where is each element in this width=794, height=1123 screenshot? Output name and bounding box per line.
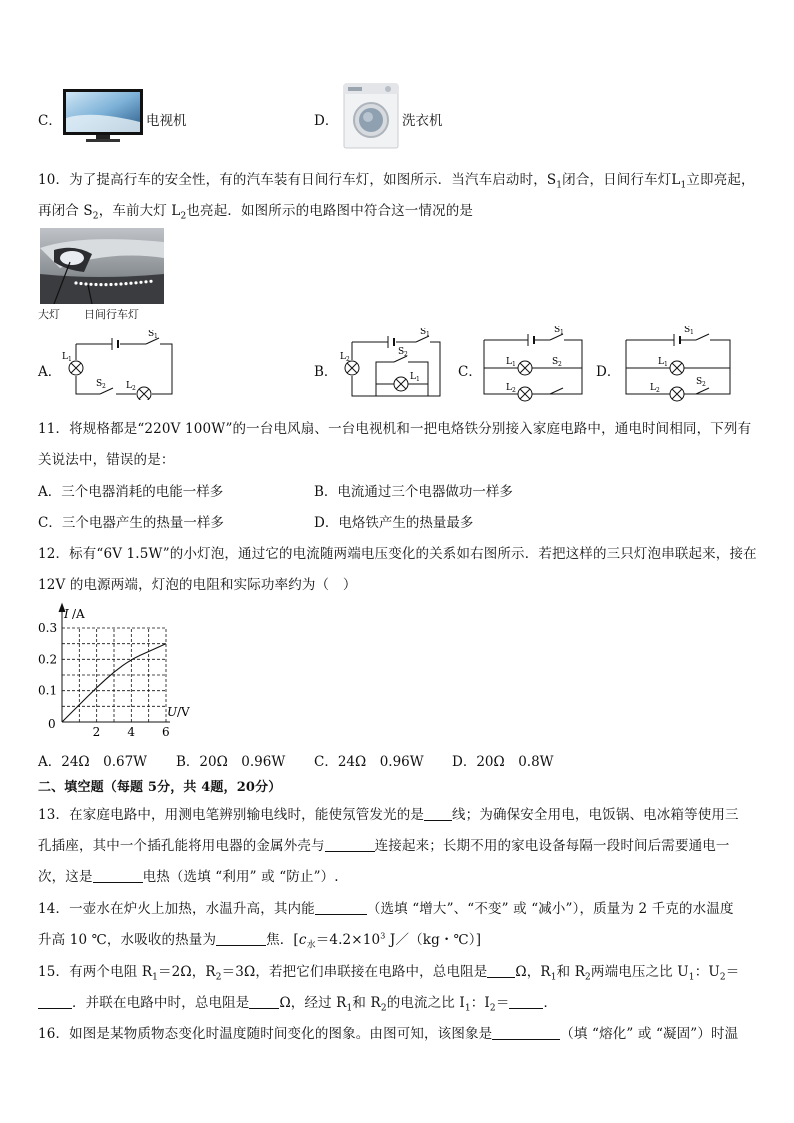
tv-image	[62, 88, 144, 144]
q10-option-d: D．	[596, 364, 621, 380]
svg-text:L: L	[126, 381, 132, 391]
q11-option-d: D．电烙铁产生的热量最多	[314, 515, 474, 531]
svg-text:L: L	[62, 352, 68, 362]
svg-text:1: 1	[512, 361, 516, 368]
q15-blank-4[interactable]	[509, 996, 543, 1009]
x-tick-label: 4	[127, 725, 135, 739]
y-axis-unit: /A	[72, 607, 85, 621]
y-tick-label: 0.3	[38, 621, 58, 635]
chart-tick-labels	[38, 621, 170, 739]
x-tick-label: 6	[162, 725, 170, 739]
q11-option-b: B．电流通过三个电器做功一样多	[314, 484, 513, 500]
q12-stem-line2: 12V 的电源两端，灯泡的电阻和实际功率约为（ ）	[38, 577, 357, 593]
svg-text:S: S	[684, 326, 691, 335]
q10-option-a: A．	[38, 364, 62, 380]
q15-line1: 15．有两个电阻 $R_1=2\Omega$，$R_2=3\Omega$，若把它们串联接在电路中，总电阻是 Ω，$R_1$和 $R_2$两端电压之比 $U_1$：$U_2=$	[38, 964, 740, 983]
svg-text:1: 1	[68, 356, 72, 363]
chart-axes	[59, 604, 170, 722]
svg-text:2: 2	[132, 385, 136, 392]
q12-option-c: C．24Ω 0.96W	[314, 754, 424, 770]
q10-stem-line2: 再闭合 $S_2$，车前大灯 $L_2$也亮起．如图所示的电路图中符合这一情况的是	[38, 203, 474, 222]
q13-blank-1[interactable]	[424, 808, 452, 821]
svg-text:2: 2	[656, 387, 660, 394]
q13-line3: 次，这是 电热（选填 “利用” 或 “防止”）.	[38, 869, 339, 885]
q14-blank-1[interactable]	[315, 902, 367, 915]
svg-text:S: S	[696, 377, 703, 387]
circuit-a	[60, 330, 180, 400]
q12-option-d: D．20Ω 0.8W	[452, 754, 554, 770]
q11-option-c: C．三个电器产生的热量一样多	[38, 515, 224, 531]
svg-text:1: 1	[426, 331, 430, 338]
q13-line1: 13．在家庭电路中，用测电笔辨别输电线时，能使氖管发光的是 线；为确保安全用电，电饭锅、电冰箱等使用三	[38, 807, 739, 823]
svg-text:1: 1	[560, 329, 564, 336]
q14-line2: 升高 10 ℃，水吸收的热量为 焦．[$c_水=4.2\times 10^3$ J／（kg・℃）]	[38, 931, 482, 951]
svg-text:S: S	[554, 326, 561, 335]
q10-option-c: C．	[458, 364, 482, 380]
option-c-label: 电视机	[146, 113, 187, 129]
q14-blank-2[interactable]	[216, 933, 266, 946]
origin-label: 0	[48, 717, 56, 731]
q15-line2: ．并联在电路中时，总电阻是 Ω，经过 $R_1$和 $R_2$的电流之比 $I_1$：$I_2=$ ．	[38, 991, 557, 1014]
chart-grid	[62, 628, 166, 722]
svg-text:S: S	[398, 347, 405, 357]
washing-machine-image	[342, 82, 400, 150]
x-axis-symbol: U	[167, 705, 178, 719]
svg-text:2: 2	[512, 387, 516, 394]
circuit-d	[620, 326, 736, 402]
q16-blank-1[interactable]	[492, 1027, 560, 1040]
svg-text:1: 1	[664, 361, 668, 368]
q15-blank-2[interactable]	[38, 996, 72, 1009]
svg-text:1: 1	[154, 333, 158, 340]
svg-text:2: 2	[102, 383, 106, 390]
section2-title: 二、填空题（每题 5分，共 4题，20分）	[38, 780, 282, 795]
y-tick-label: 0.1	[38, 683, 58, 698]
q15-blank-1[interactable]	[487, 965, 515, 978]
svg-text:S: S	[96, 379, 103, 389]
x-tick-label: 2	[92, 725, 101, 739]
svg-text:L: L	[650, 383, 656, 393]
svg-text:2: 2	[558, 361, 562, 368]
svg-text:S: S	[552, 357, 559, 367]
q12-option-b: B．20Ω 0.96W	[176, 754, 286, 770]
q12-stem-line1: 12．标有“6V 1.5W”的小灯泡，通过它的电流随两端电压变化的关系如右图所示．若把这样的三只灯泡串联起来，接在	[38, 546, 757, 562]
q13-blank-3[interactable]	[93, 870, 143, 883]
daylight-label: 日间行车灯	[84, 308, 139, 321]
circuit-b	[336, 328, 456, 400]
svg-text:S: S	[148, 330, 155, 339]
svg-text:2: 2	[404, 351, 408, 358]
iu-chart	[34, 600, 204, 740]
svg-text:1: 1	[690, 329, 694, 336]
svg-text:2: 2	[702, 381, 706, 388]
y-axis-symbol: I	[64, 607, 69, 621]
q13-blank-2[interactable]	[325, 839, 375, 852]
svg-text:1: 1	[416, 376, 420, 383]
q10-option-b: B．	[314, 364, 338, 380]
q13-line2: 孔插座，其中一个插孔能将用电器的金属外壳与 连接起来；长期不用的家电设备每隔一段时间后需要通电一	[38, 838, 730, 854]
svg-text:2: 2	[346, 356, 350, 363]
svg-text:S: S	[420, 328, 427, 337]
option-d-label: 洗衣机	[402, 113, 443, 129]
svg-text:L: L	[658, 357, 664, 367]
svg-text:L: L	[340, 352, 346, 362]
q11-stem-line1: 11．将规格都是“220V 100W”的一台电风扇、一台电视机和一把电烙铁分别接入家庭电路中，通电时间相同，下列有	[38, 421, 752, 437]
q14-line1: 14．一壶水在炉火上加热，水温升高，其内能 （选填 “增大”、“不变” 或 “减小”），质量为 2 千克的水温度	[38, 901, 734, 917]
q12-option-a: A．24Ω 0.67W	[38, 754, 148, 770]
headlight-label: 大灯	[38, 308, 60, 321]
option-d-letter: D．	[314, 113, 339, 129]
svg-text:L: L	[410, 372, 416, 382]
car-lights-photo	[40, 228, 164, 304]
q15-blank-3[interactable]	[249, 996, 279, 1009]
svg-text:L: L	[506, 383, 512, 393]
x-axis-unit: /V	[177, 705, 190, 719]
option-c-letter: C．	[38, 113, 62, 129]
q10-stem-line1: 10．为了提高行车的安全性，有的汽车装有日间行车灯，如图所示．当汽车启动时，$S_1$闭合，日间行车灯$L_1$立即亮起，	[38, 172, 755, 191]
q16-line1: 16．如图是某物质物态变化时温度随时间变化的图象。由图可知，该图象是 （填 “熔化” 或 “凝固”）时温	[38, 1026, 739, 1042]
q11-option-a: A．三个电器消耗的电能一样多	[38, 484, 224, 500]
circuit-c	[478, 326, 588, 402]
q11-stem-line2: 关说法中，错误的是：	[38, 452, 175, 468]
y-tick-label: 0.2	[38, 652, 58, 667]
svg-text:L: L	[506, 357, 512, 367]
